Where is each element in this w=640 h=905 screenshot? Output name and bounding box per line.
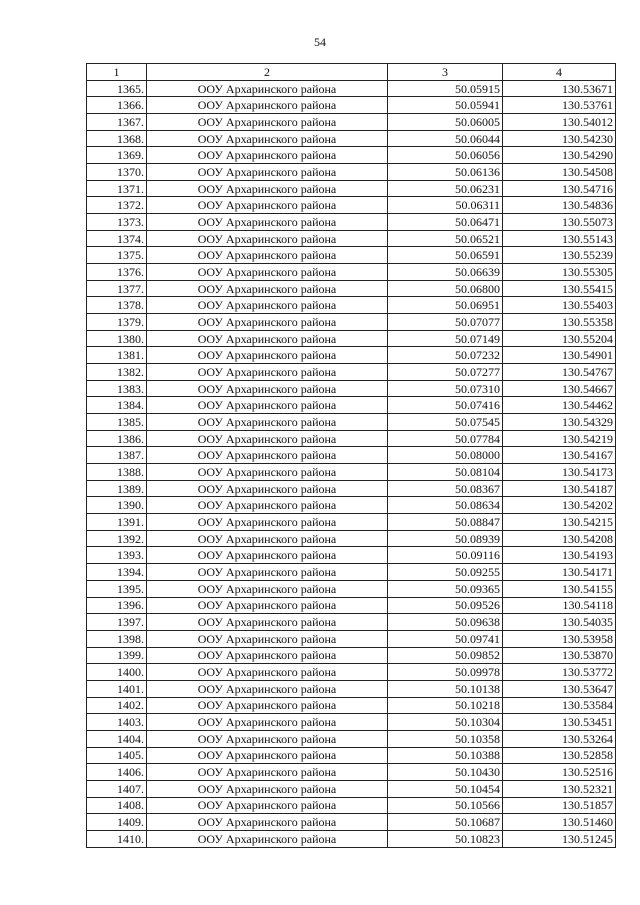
- longitude-cell: 130.55073: [503, 214, 616, 231]
- latitude-cell: 50.06136: [388, 164, 503, 181]
- latitude-cell: 50.08847: [388, 514, 503, 531]
- latitude-cell: 50.10823: [388, 830, 503, 847]
- longitude-cell: 130.52858: [503, 747, 616, 764]
- row-number-cell: 1378.: [87, 297, 147, 314]
- latitude-cell: 50.06311: [388, 197, 503, 214]
- longitude-cell: 130.54171: [503, 564, 616, 581]
- longitude-cell: 130.55358: [503, 314, 616, 331]
- organization-cell: ООУ Архаринского района: [147, 547, 388, 564]
- longitude-cell: 130.51857: [503, 797, 616, 814]
- table-row: [87, 447, 616, 464]
- table-row: [87, 130, 616, 147]
- row-number-cell: 1383.: [87, 380, 147, 397]
- longitude-cell: 130.54219: [503, 430, 616, 447]
- header-cell-number: 1: [87, 64, 147, 81]
- latitude-cell: 50.08939: [388, 530, 503, 547]
- row-number-cell: 1391.: [87, 514, 147, 531]
- organization-cell: ООУ Архаринского района: [147, 297, 388, 314]
- row-number-cell: 1387.: [87, 447, 147, 464]
- latitude-cell: 50.08367: [388, 480, 503, 497]
- latitude-cell: 50.06800: [388, 280, 503, 297]
- latitude-cell: 50.07277: [388, 364, 503, 381]
- table-row: [87, 147, 616, 164]
- row-number-cell: 1386.: [87, 430, 147, 447]
- row-number-cell: 1367.: [87, 114, 147, 131]
- row-number-cell: 1403.: [87, 714, 147, 731]
- latitude-cell: 50.06056: [388, 147, 503, 164]
- longitude-cell: 130.54193: [503, 547, 616, 564]
- row-number-cell: 1373.: [87, 214, 147, 231]
- organization-cell: ООУ Архаринского района: [147, 697, 388, 714]
- longitude-cell: 130.54167: [503, 447, 616, 464]
- row-number-cell: 1398.: [87, 630, 147, 647]
- table-row: [87, 730, 616, 747]
- table-row: [87, 180, 616, 197]
- row-number-cell: 1405.: [87, 747, 147, 764]
- organization-cell: ООУ Архаринского района: [147, 397, 388, 414]
- row-number-cell: 1368.: [87, 130, 147, 147]
- latitude-cell: 50.09852: [388, 647, 503, 664]
- organization-cell: ООУ Архаринского района: [147, 214, 388, 231]
- organization-cell: ООУ Архаринского района: [147, 364, 388, 381]
- table-row: [87, 164, 616, 181]
- table-row: [87, 680, 616, 697]
- latitude-cell: 50.10304: [388, 714, 503, 731]
- row-number-cell: 1396.: [87, 597, 147, 614]
- longitude-cell: 130.54202: [503, 497, 616, 514]
- row-number-cell: 1381.: [87, 347, 147, 364]
- table-row: [87, 714, 616, 731]
- longitude-cell: 130.54173: [503, 464, 616, 481]
- organization-cell: ООУ Архаринского района: [147, 780, 388, 797]
- row-number-cell: 1406.: [87, 764, 147, 781]
- table-row: [87, 214, 616, 231]
- latitude-cell: 50.06951: [388, 297, 503, 314]
- organization-cell: ООУ Архаринского района: [147, 680, 388, 697]
- latitude-cell: 50.10358: [388, 730, 503, 747]
- latitude-cell: 50.06044: [388, 130, 503, 147]
- row-number-cell: 1388.: [87, 464, 147, 481]
- page-number: 54: [314, 35, 326, 49]
- organization-cell: ООУ Архаринского района: [147, 230, 388, 247]
- row-number-cell: 1377.: [87, 280, 147, 297]
- organization-cell: ООУ Архаринского района: [147, 247, 388, 264]
- latitude-cell: 50.06471: [388, 214, 503, 231]
- row-number-cell: 1401.: [87, 680, 147, 697]
- latitude-cell: 50.06639: [388, 264, 503, 281]
- organization-cell: ООУ Архаринского района: [147, 164, 388, 181]
- longitude-cell: 130.51460: [503, 814, 616, 831]
- latitude-cell: 50.10138: [388, 680, 503, 697]
- table-row: [87, 314, 616, 331]
- organization-cell: ООУ Архаринского района: [147, 630, 388, 647]
- table-row: [87, 247, 616, 264]
- organization-cell: ООУ Архаринского района: [147, 430, 388, 447]
- row-number-cell: 1402.: [87, 697, 147, 714]
- organization-cell: ООУ Архаринского района: [147, 480, 388, 497]
- row-number-cell: 1399.: [87, 647, 147, 664]
- table-row: [87, 430, 616, 447]
- latitude-cell: 50.07149: [388, 330, 503, 347]
- organization-cell: ООУ Архаринского района: [147, 497, 388, 514]
- row-number-cell: 1366.: [87, 97, 147, 114]
- table-row: [87, 514, 616, 531]
- table-row: [87, 464, 616, 481]
- table-row: [87, 697, 616, 714]
- table-row: [87, 280, 616, 297]
- longitude-cell: 130.55239: [503, 247, 616, 264]
- table-row: [87, 497, 616, 514]
- row-number-cell: 1371.: [87, 180, 147, 197]
- longitude-cell: 130.55143: [503, 230, 616, 247]
- table-row: [87, 764, 616, 781]
- latitude-cell: 50.09365: [388, 580, 503, 597]
- latitude-cell: 50.10687: [388, 814, 503, 831]
- table-row: [87, 614, 616, 631]
- organization-cell: ООУ Архаринского района: [147, 580, 388, 597]
- latitude-cell: 50.07416: [388, 397, 503, 414]
- longitude-cell: 130.54215: [503, 514, 616, 531]
- table-row: [87, 647, 616, 664]
- latitude-cell: 50.08000: [388, 447, 503, 464]
- organization-cell: ООУ Архаринского района: [147, 814, 388, 831]
- latitude-cell: 50.05915: [388, 80, 503, 97]
- table-row: [87, 797, 616, 814]
- longitude-cell: 130.53647: [503, 680, 616, 697]
- table-row: [87, 230, 616, 247]
- header-cell-name: 2: [147, 64, 388, 81]
- organization-cell: ООУ Архаринского района: [147, 264, 388, 281]
- organization-cell: ООУ Архаринского района: [147, 530, 388, 547]
- row-number-cell: 1404.: [87, 730, 147, 747]
- table-row: [87, 97, 616, 114]
- longitude-cell: 130.54187: [503, 480, 616, 497]
- latitude-cell: 50.09255: [388, 564, 503, 581]
- table-row: [87, 397, 616, 414]
- table-row: [87, 80, 616, 97]
- organization-cell: ООУ Архаринского района: [147, 147, 388, 164]
- latitude-cell: 50.09978: [388, 664, 503, 681]
- organization-cell: ООУ Архаринского района: [147, 314, 388, 331]
- longitude-cell: 130.53671: [503, 80, 616, 97]
- latitude-cell: 50.10430: [388, 764, 503, 781]
- latitude-cell: 50.10454: [388, 780, 503, 797]
- longitude-cell: 130.54290: [503, 147, 616, 164]
- row-number-cell: 1390.: [87, 497, 147, 514]
- latitude-cell: 50.07545: [388, 414, 503, 431]
- row-number-cell: 1389.: [87, 480, 147, 497]
- longitude-cell: 130.54462: [503, 397, 616, 414]
- latitude-cell: 50.09638: [388, 614, 503, 631]
- table-row: [87, 414, 616, 431]
- longitude-cell: 130.54012: [503, 114, 616, 131]
- table-row: [87, 597, 616, 614]
- longitude-cell: 130.51245: [503, 830, 616, 847]
- organization-cell: ООУ Архаринского района: [147, 114, 388, 131]
- table-row: [87, 747, 616, 764]
- organization-cell: ООУ Архаринского района: [147, 180, 388, 197]
- organization-cell: ООУ Архаринского района: [147, 464, 388, 481]
- latitude-cell: 50.07784: [388, 430, 503, 447]
- table-row: [87, 530, 616, 547]
- row-number-cell: 1392.: [87, 530, 147, 547]
- table-row: [87, 364, 616, 381]
- longitude-cell: 130.54118: [503, 597, 616, 614]
- latitude-cell: 50.09741: [388, 630, 503, 647]
- organization-cell: ООУ Архаринского района: [147, 197, 388, 214]
- header-cell-longitude: 4: [503, 64, 616, 81]
- header-cell-latitude: 3: [388, 64, 503, 81]
- table-row: [87, 547, 616, 564]
- row-number-cell: 1384.: [87, 397, 147, 414]
- latitude-cell: 50.05941: [388, 97, 503, 114]
- longitude-cell: 130.54208: [503, 530, 616, 547]
- row-number-cell: 1375.: [87, 247, 147, 264]
- row-number-cell: 1410.: [87, 830, 147, 847]
- organization-cell: ООУ Архаринского района: [147, 797, 388, 814]
- longitude-cell: 130.53451: [503, 714, 616, 731]
- table-row: [87, 780, 616, 797]
- longitude-cell: 130.52516: [503, 764, 616, 781]
- organization-cell: ООУ Архаринского района: [147, 347, 388, 364]
- longitude-cell: 130.53772: [503, 664, 616, 681]
- latitude-cell: 50.07310: [388, 380, 503, 397]
- longitude-cell: 130.54901: [503, 347, 616, 364]
- row-number-cell: 1397.: [87, 614, 147, 631]
- row-number-cell: 1380.: [87, 330, 147, 347]
- row-number-cell: 1369.: [87, 147, 147, 164]
- table-row: [87, 630, 616, 647]
- latitude-cell: 50.06231: [388, 180, 503, 197]
- latitude-cell: 50.10566: [388, 797, 503, 814]
- row-number-cell: 1370.: [87, 164, 147, 181]
- table-row: [87, 830, 616, 847]
- row-number-cell: 1365.: [87, 80, 147, 97]
- organization-cell: ООУ Архаринского района: [147, 714, 388, 731]
- organization-cell: ООУ Архаринского района: [147, 514, 388, 531]
- latitude-cell: 50.06005: [388, 114, 503, 131]
- longitude-cell: 130.53958: [503, 630, 616, 647]
- row-number-cell: 1407.: [87, 780, 147, 797]
- longitude-cell: 130.55305: [503, 264, 616, 281]
- row-number-cell: 1400.: [87, 664, 147, 681]
- organization-cell: ООУ Архаринского района: [147, 597, 388, 614]
- longitude-cell: 130.54836: [503, 197, 616, 214]
- table-row: [87, 480, 616, 497]
- latitude-cell: 50.09526: [388, 597, 503, 614]
- latitude-cell: 50.10388: [388, 747, 503, 764]
- longitude-cell: 130.54035: [503, 614, 616, 631]
- longitude-cell: 130.55204: [503, 330, 616, 347]
- table-row: [87, 330, 616, 347]
- organization-cell: ООУ Архаринского района: [147, 130, 388, 147]
- latitude-cell: 50.08634: [388, 497, 503, 514]
- row-number-cell: 1376.: [87, 264, 147, 281]
- longitude-cell: 130.54155: [503, 580, 616, 597]
- organization-cell: ООУ Архаринского района: [147, 80, 388, 97]
- row-number-cell: 1385.: [87, 414, 147, 431]
- table-row: [87, 580, 616, 597]
- organization-cell: ООУ Архаринского района: [147, 564, 388, 581]
- latitude-cell: 50.06591: [388, 247, 503, 264]
- table-row: [87, 264, 616, 281]
- organization-cell: ООУ Архаринского района: [147, 830, 388, 847]
- latitude-cell: 50.07077: [388, 314, 503, 331]
- longitude-cell: 130.53584: [503, 697, 616, 714]
- table-row: [87, 564, 616, 581]
- row-number-cell: 1409.: [87, 814, 147, 831]
- organization-cell: ООУ Архаринского района: [147, 647, 388, 664]
- longitude-cell: 130.54767: [503, 364, 616, 381]
- table-body: [87, 64, 616, 848]
- row-number-cell: 1394.: [87, 564, 147, 581]
- latitude-cell: 50.06521: [388, 230, 503, 247]
- table-row: [87, 814, 616, 831]
- row-number-cell: 1408.: [87, 797, 147, 814]
- organization-cell: ООУ Архаринского района: [147, 664, 388, 681]
- longitude-cell: 130.53870: [503, 647, 616, 664]
- longitude-cell: 130.55403: [503, 297, 616, 314]
- row-number-cell: 1374.: [87, 230, 147, 247]
- organization-cell: ООУ Архаринского района: [147, 764, 388, 781]
- longitude-cell: 130.54230: [503, 130, 616, 147]
- table-row: [87, 297, 616, 314]
- organization-cell: ООУ Архаринского района: [147, 747, 388, 764]
- longitude-cell: 130.54329: [503, 414, 616, 431]
- latitude-cell: 50.10218: [388, 697, 503, 714]
- longitude-cell: 130.53264: [503, 730, 616, 747]
- organization-cell: ООУ Архаринского района: [147, 330, 388, 347]
- organization-cell: ООУ Архаринского района: [147, 414, 388, 431]
- table-row: [87, 664, 616, 681]
- organization-cell: ООУ Архаринского района: [147, 447, 388, 464]
- row-number-cell: 1379.: [87, 314, 147, 331]
- row-number-cell: 1395.: [87, 580, 147, 597]
- longitude-cell: 130.55415: [503, 280, 616, 297]
- table-row: [87, 197, 616, 214]
- organization-cell: ООУ Архаринского района: [147, 614, 388, 631]
- table-row: [87, 380, 616, 397]
- latitude-cell: 50.09116: [388, 547, 503, 564]
- longitude-cell: 130.52321: [503, 780, 616, 797]
- latitude-cell: 50.08104: [388, 464, 503, 481]
- longitude-cell: 130.54667: [503, 380, 616, 397]
- row-number-cell: 1372.: [87, 197, 147, 214]
- longitude-cell: 130.54508: [503, 164, 616, 181]
- row-number-cell: 1393.: [87, 547, 147, 564]
- longitude-cell: 130.53761: [503, 97, 616, 114]
- organization-cell: ООУ Архаринского района: [147, 730, 388, 747]
- organization-cell: ООУ Архаринского района: [147, 380, 388, 397]
- organization-cell: ООУ Архаринского района: [147, 280, 388, 297]
- table-row: [87, 114, 616, 131]
- longitude-cell: 130.54716: [503, 180, 616, 197]
- row-number-cell: 1382.: [87, 364, 147, 381]
- organization-cell: ООУ Архаринского района: [147, 97, 388, 114]
- coordinates-table: [86, 63, 616, 848]
- table-row: [87, 347, 616, 364]
- latitude-cell: 50.07232: [388, 347, 503, 364]
- table-header-row: [87, 64, 616, 81]
